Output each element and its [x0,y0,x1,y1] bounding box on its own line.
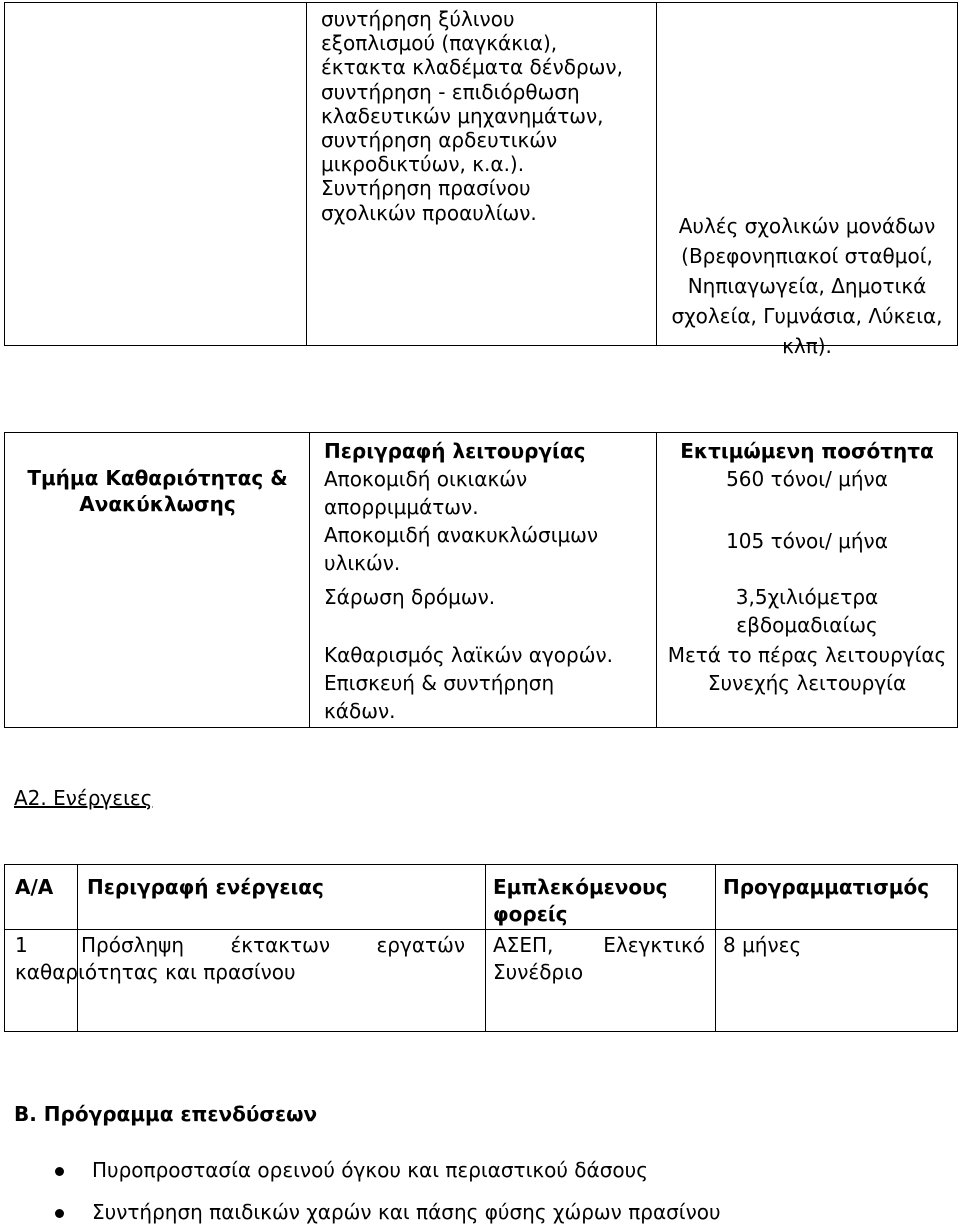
text-line: συντήρηση - επιδιόρθωση [321,79,580,104]
quantity-header: Εκτιμώμενη ποσότητα [680,439,934,463]
desc-line: απορριμμάτων. [324,495,479,519]
text-line: Τμήμα Καθαριότητας & [27,466,288,490]
row1-aa: 1 [15,933,28,957]
investment-item: Πυροπροστασία ορεινού όγκου και περιαστικού δάσους [92,1158,648,1182]
row1-bodies-line1: ΑΣΕΠ, Ελεγκτικό [493,933,705,957]
text-line: κλπ). [782,334,832,358]
qty-line: 560 τόνοι/ μήνα [726,467,888,491]
column-divider [485,865,486,1031]
qty-line: 105 τόνοι/ μήνα [726,529,888,553]
row1-schedule: 8 μήνες [723,933,802,957]
text-line: (Βρεφονηπιακοί σταθμοί, [681,244,933,268]
section-a2-title: Α2. Ενέργειες [14,786,153,810]
section-b-title: Β. Πρόγραμμα επενδύσεων [14,1102,318,1126]
text-line: εξοπλισμού (παγκάκια), [321,31,558,56]
desc-line: υλικών. [324,551,401,575]
cleaning-department-table [4,432,958,728]
desc-line: Επισκευή & συντήρηση [324,671,555,695]
row1-desc-text: Πρόσληψη έκτακτων εργατών [81,933,465,957]
text-line: σχολεία, Γυμνάσια, Λύκεια, [671,304,943,328]
text-line: Αυλές σχολικών μονάδων [678,214,936,238]
text-line: συντήρηση ξύλινου [321,7,515,31]
qty-line: εβδομαδιαίως [736,613,878,637]
text-line: κλαδευτικών μηχανημάτων, [321,103,604,128]
header-bodies-line1: Εμπλεκόμενους [493,875,668,899]
department-cell [5,433,310,727]
qty-line: 3,5χιλιόμετρα [735,585,879,609]
header-bodies-line2: φορείς [493,902,568,926]
row1-bodies-line2: Συνέδριο [493,960,584,984]
text-line: Νηπιαγωγεία, Δημοτικά [687,274,927,298]
green-description-text [321,7,651,225]
qty-line: Μετά το πέρας λειτουργίας [667,643,947,667]
department-name [5,465,310,517]
investment-item: Συντήρηση παιδικών χαρών και πάσης φύσης χώρων πρασίνου [92,1200,721,1224]
text-line: συντήρηση αρδευτικών [321,128,558,153]
quantity-cell [657,433,957,727]
description-header: Περιγραφή λειτουργίας [324,439,586,463]
actions-table [4,864,958,1032]
desc-line: Σάρωση δρόμων. [324,585,496,609]
desc-line: Καθαρισμός λαϊκών αγορών. [324,643,613,667]
table1-empty-cell [5,3,307,345]
bullet-icon [55,1209,64,1218]
table1-description-cell [307,3,657,345]
header-description: Περιγραφή ενέργειας [87,875,324,899]
row1-desc-line1 [15,933,477,957]
desc-line: κάδων. [324,699,396,723]
row1-desc-line2: καθαριότητας και πρασίνου [15,960,296,984]
text-line: Ανακύκλωσης [79,492,236,516]
row-divider [5,929,957,930]
text-line: έκτακτα κλαδέματα δένδρων, [321,55,623,80]
table1-location-cell [657,3,957,358]
text-line: μικροδικτύων, κ.α.). [321,152,525,177]
green-maintenance-table [4,2,958,358]
text-line: Συντήρηση πρασίνου [321,176,531,201]
operations-cell [310,433,657,727]
bullet-icon [55,1167,64,1176]
header-schedule: Προγραμματισμός [723,875,930,899]
desc-line: Αποκομιδή οικιακών [324,467,528,491]
desc-line: Αποκομιδή ανακυκλώσιμων [324,523,599,547]
text-line: σχολικών προαυλίων. [321,200,537,225]
header-aa: Α/Α [15,875,54,899]
qty-line: Συνεχής λειτουργία [707,671,907,695]
column-divider [715,865,716,1031]
school-yards-text [657,211,957,361]
